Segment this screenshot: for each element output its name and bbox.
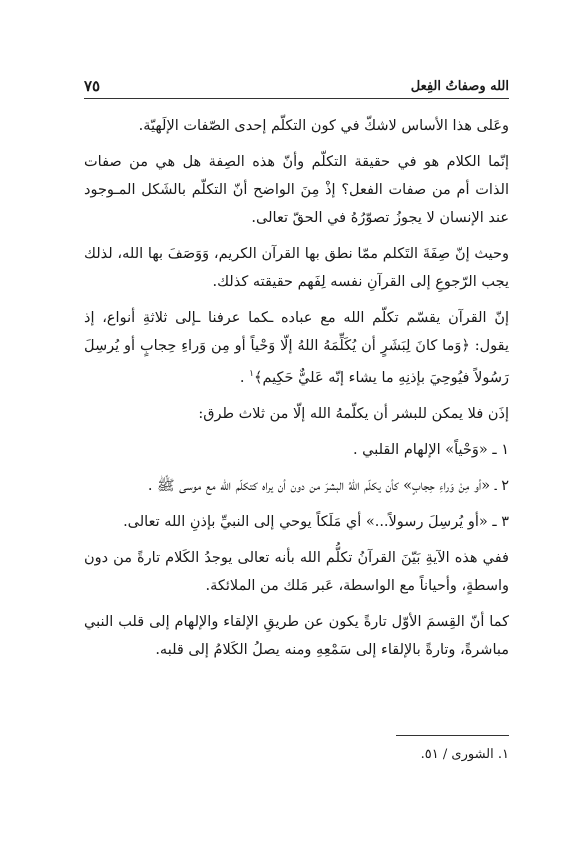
page-body	[84, 112, 509, 672]
header-divider	[84, 98, 509, 99]
paragraph: ففي هذه الآيةِ بَيّنَ القرآنُ تكلُّم الله بأنه تعالى يوجدُ الكَلام تارةً من دون واسطةٍ، وأحياناً مع الواسطة، عَبر مَلك من الملائكة.	[84, 549, 509, 594]
footnote-marker[interactable]: ١	[249, 369, 254, 379]
paragraph: إذَن فلا يمكن للبشر أن يكلّمهُ الله إلّا من ثلاث طرق:	[198, 405, 509, 422]
paragraph: إنّما الكلام هو في حقيقة التكلّم وأنّ هذه الصِفة هل هي من صفات الذات أم من صفات الفعل؟ إذْ مِنَ الواضح أنّ التكلّم بالشَكل المـوجود عند الإنسان لا يجوزُ تصوّرُهُ في الحقّ تعالى.	[84, 154, 509, 226]
list-item: ٢ ـ «أو مِنْ وَراءِ حِجابٍ» كأن يكلّم اللهُ البشرَ من دون أن يراه كتكلّم الله مع موسى ﷺ .	[147, 477, 509, 494]
quran-verse-paragraph: إنّ القرآن يقسّم تكلّم الله مع عباده ـكما عرفنا ـإلى ثلاثةِ أنواع، إذ يقول: ﴿وَما كانَ لِبَشَرٍ أن يُكَلِّمَهُ اللهُ إلّا وَحْياً أو مِن وَراءِ حِجابٍ أو يُرسِلَ رَسُولاً فيُوحِيَ بإذنِهِ ما يشاء إنّه عَليٌّ حَكِيم﴾$^١$ .	[84, 310, 509, 386]
list-item: ١ ـ «وَحْياً» الإلهام القلبي .	[352, 441, 509, 458]
paragraph: وحيث إنّ صِفَةَ التَكلم ممّا نطق بها القرآن الكريم، وَوَصَفَ بها الله، لذلك يجب الرّجوعِ إلى القرآنِ نفسه لِفَهم حقيقته كذلك.	[84, 246, 509, 290]
running-title: الله وصفاتُ الفِعل	[410, 78, 509, 94]
paragraph: كما أنّ القِسمَ الأوّل تارةً يكون عن طريقِ الإلقاء والإلهام إلى قلب النبي مباشرةً، وتارةً بالإلقاء إلى سَمْعِهِ ومنه يصلُ الكَلامُ إلى قلبه.	[84, 613, 509, 658]
page-number: ٧٥	[84, 77, 101, 95]
methods-list	[84, 436, 509, 536]
footnote: ١. الشورى / ٥١.	[420, 747, 509, 762]
page-header	[84, 74, 509, 98]
paragraph-text: إنّ القرآن يقسّم تكلّم الله مع عباده ـكما عرفنا ـإلى ثلاثةِ أنواع، إذ يقول: ﴿وَما كانَ لِبَشَرٍ أن يُكَلِّمَهُ اللهُ إلّا وَحْياً أو مِن وَراءِ حِجابٍ أو يُرسِلَ رَسُولاً فيُوحِيَ بإذنِهِ ما يشاء إنّه عَليٌّ حَكِيم﴾	[84, 310, 509, 386]
paragraph: وعَلى هذا الأساس لاشكّ في كون التكلّم إحدى الصّفات الإلَهيّة.	[138, 118, 509, 134]
list-item: ٣ ـ «أو يُرسِلَ رسولاً...» أي مَلَكاً يوحي إلى النبيِّ بإذنِ الله تعالى.	[123, 513, 509, 530]
footnote-divider	[396, 735, 509, 736]
